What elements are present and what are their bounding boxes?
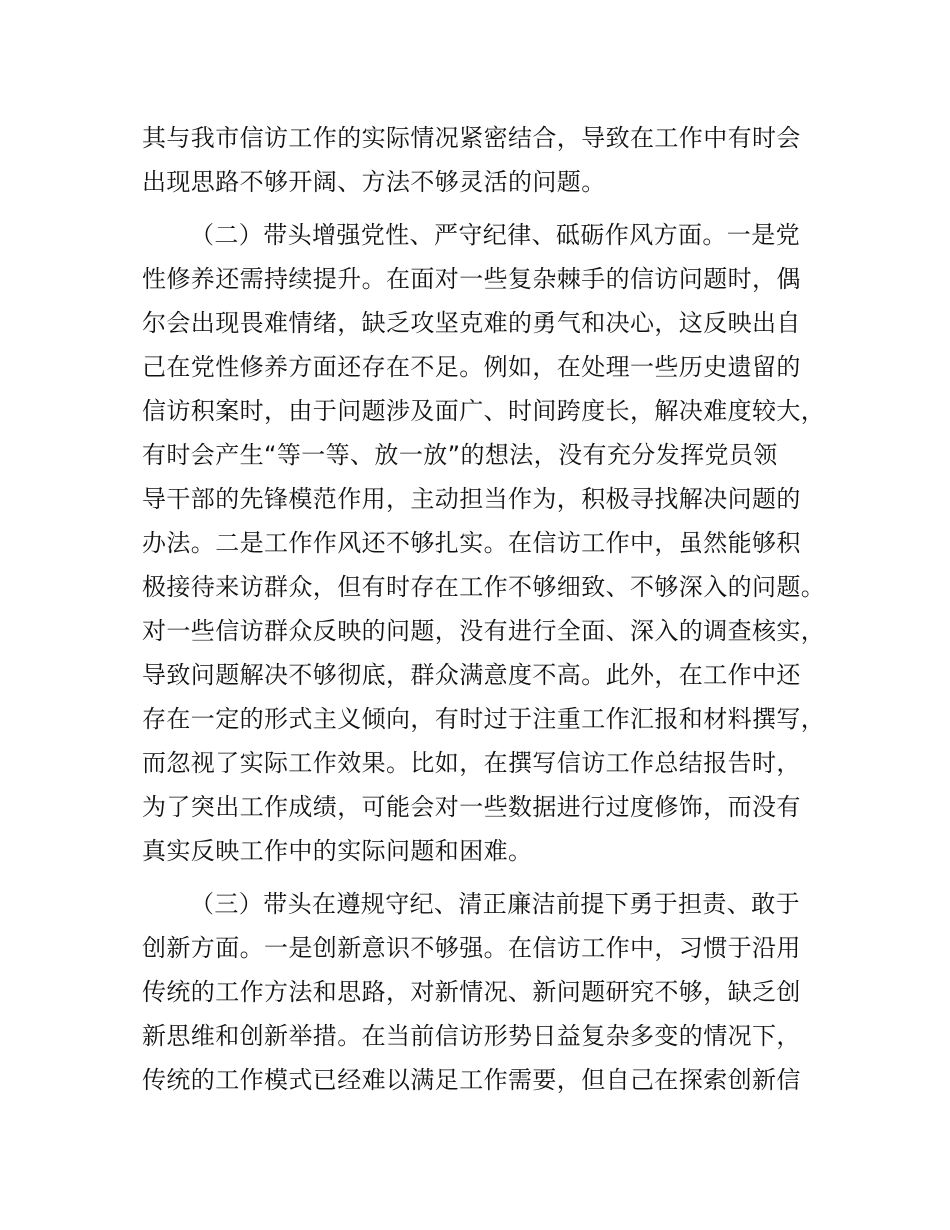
paragraph-2-line-5: 信访积案时，由于问题涉及面广、时间跨度长，解决难度较大，: [142, 397, 826, 425]
paragraph-2-line-8: 办法。二是工作作风还不够扎实。在信访工作中，虽然能够积: [142, 529, 801, 557]
paragraph-2-line-2: 性修养还需持续提升。在面对一些复杂棘手的信访问题时，偶: [142, 265, 801, 293]
paragraph-1-line-2: 出现思路不够开阔、方法不够灵活的问题。: [142, 168, 606, 196]
paragraph-3-line-4: 新思维和创新举措。在当前信访形势日益复杂多变的情况下，: [142, 1022, 801, 1050]
paragraph-2-line-10: 对一些信访群众反映的问题，没有进行全面、深入的调查核实，: [142, 617, 826, 645]
paragraph-2-line-7: 导干部的先锋模范作用，主动担当作为，积极寻找解决问题的: [142, 485, 801, 513]
paragraph-2-line-3: 尔会出现畏难情绪，缺乏攻坚克难的勇气和决心，这反映出自: [142, 309, 801, 337]
paragraph-3-line-5: 传统的工作模式已经难以满足工作需要，但自己在探索创新信: [142, 1066, 801, 1094]
paragraph-2-line-14: 为了突出工作成绩，可能会对一些数据进行过度修饰，而没有: [142, 793, 801, 821]
paragraph-1-line-1: 其与我市信访工作的实际情况紧密结合，导致在工作中有时会: [142, 124, 801, 152]
paragraph-2-line-11: 导致问题解决不够彻底，群众满意度不高。此外，在工作中还: [142, 661, 801, 689]
paragraph-3-line-2: 创新方面。一是创新意识不够强。在信访工作中，习惯于沿用: [142, 934, 801, 962]
paragraph-2-line-9: 极接待来访群众，但有时存在工作不够细致、不够深入的问题。: [142, 573, 826, 601]
paragraph-2-line-1: （二）带头增强党性、严守纪律、砥砺作风方面。一是党: [190, 221, 800, 249]
paragraph-2-line-12: 存在一定的形式主义倾向，有时过于注重工作汇报和材料撰写，: [142, 705, 826, 733]
paragraph-3-line-3: 传统的工作方法和思路，对新情况、新问题研究不够，缺乏创: [142, 978, 801, 1006]
paragraph-2-line-15: 真实反映工作中的实际问题和困难。: [142, 837, 533, 865]
paragraph-2-line-6: 有时会产生“等一等、放一放”的想法，没有充分发挥党员领: [142, 441, 778, 469]
paragraph-2-line-4: 己在党性修养方面还存在不足。例如，在处理一些历史遗留的: [142, 353, 801, 381]
paragraph-3-line-1: （三）带头在遵规守纪、清正廉洁前提下勇于担责、敢于: [190, 890, 800, 918]
paragraph-2-line-13: 而忽视了实际工作效果。比如，在撰写信访工作总结报告时，: [142, 749, 801, 777]
